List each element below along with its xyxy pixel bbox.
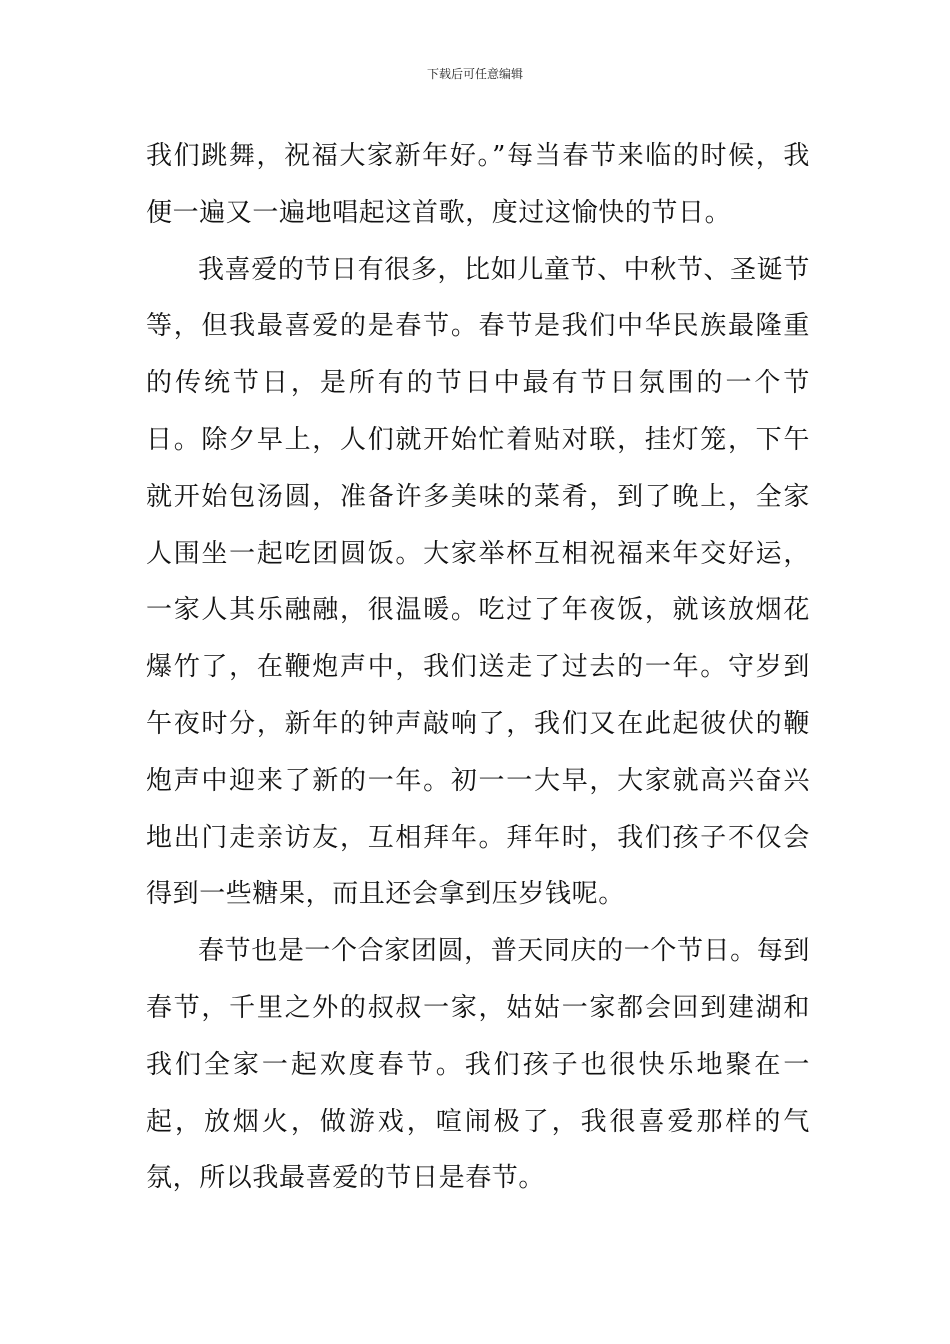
paragraph-1: 我们跳舞，祝福大家新年好。”每当春节来临的时候，我便一遍又一遍地唱起这首歌，度过这愉快的节日。 — [146, 141, 810, 228]
page-header: 下载后可任意编辑 — [426, 67, 523, 81]
document-body — [146, 128, 810, 1207]
paragraph-2: 我喜爱的节日有很多，比如儿童节、中秋节、圣诞节等，但我最喜爱的是春节。春节是我们中华民族最隆重的传统节日，是所有的节日中最有节日氛围的一个节日。除夕早上，人们就开始忙着贴对联，挂灯笼，下午就开始包汤圆，准备许多美味的菜肴，到了晚上，全家人围坐一起吃团圆饭。大家举杯互相祝福来年交好运，一家人其乐融融，很温暖。吃过了年夜饭，就该放烟花爆竹了，在鞭炮声中，我们送走了过去的一年。守岁到午夜时分，新年的钟声敲响了，我们又在此起彼伏的鞭炮声中迎来了新的一年。初一一大早，大家就高兴奋兴地出门走亲访友，互相拜年。拜年时，我们孩子不仅会得到一些糖果，而且还会拿到压岁钱呢。 — [146, 254, 810, 910]
paragraph-3: 春节也是一个合家团圆，普天同庆的一个节日。每到春节，千里之外的叔叔一家，姑姑一家都会回到建湖和我们全家一起欢度春节。我们孩子也很快乐地聚在一起，放烟火，做游戏，喧闹极了，我很喜爱那样的气氛，所以我最喜爱的节日是春节。 — [146, 936, 810, 1194]
